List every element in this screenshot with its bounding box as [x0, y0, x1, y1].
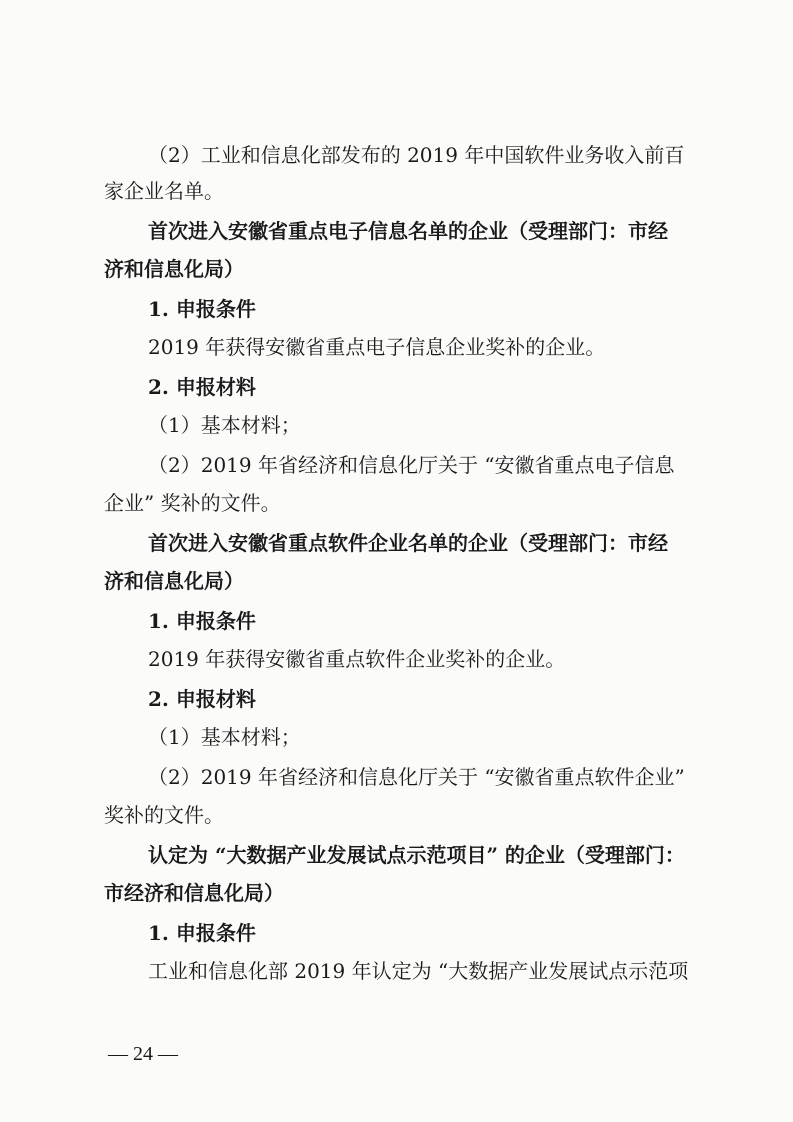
paragraph-line: （1）基本材料；: [148, 725, 301, 749]
section-heading: 济和信息化局）: [104, 257, 244, 281]
section-heading: 首次进入安徽省重点电子信息名单的企业（受理部门：市经: [148, 219, 668, 243]
section-heading: 认定为 “大数据产业发展试点示范项目” 的企业（受理部门：: [148, 843, 685, 867]
section-heading: 济和信息化局）: [104, 569, 244, 593]
paragraph-line: （2）工业和信息化部发布的 2019 年中国软件业务收入前百: [148, 143, 685, 167]
page-number: — 24 —: [108, 1043, 178, 1065]
section-heading: 市经济和信息化局）: [104, 881, 284, 905]
subsection-heading: 1. 申报条件: [148, 297, 256, 321]
subsection-heading: 2. 申报材料: [148, 375, 256, 399]
paragraph-line: （1）基本材料；: [148, 413, 301, 437]
paragraph-line: 2019 年获得安徽省重点软件企业奖补的企业。: [148, 647, 566, 671]
subsection-heading: 1. 申报条件: [148, 609, 256, 633]
paragraph-line: 2019 年获得安徽省重点电子信息企业奖补的企业。: [148, 335, 606, 359]
paragraph-line: （2）2019 年省经济和信息化厅关于 “安徽省重点电子信息: [148, 453, 675, 477]
subsection-heading: 1. 申报条件: [148, 921, 256, 945]
paragraph-line: 工业和信息化部 2019 年认定为 “大数据产业发展试点示范项: [148, 959, 689, 983]
section-heading: 首次进入安徽省重点软件企业名单的企业（受理部门：市经: [148, 531, 668, 555]
paragraph-line: （2）2019 年省经济和信息化厅关于 “安徽省重点软件企业”: [148, 765, 685, 789]
paragraph-line: 企业” 奖补的文件。: [104, 491, 281, 515]
subsection-heading: 2. 申报材料: [148, 687, 256, 711]
paragraph-line: 奖补的文件。: [104, 803, 224, 827]
paragraph-line: 家企业名单。: [104, 179, 224, 203]
